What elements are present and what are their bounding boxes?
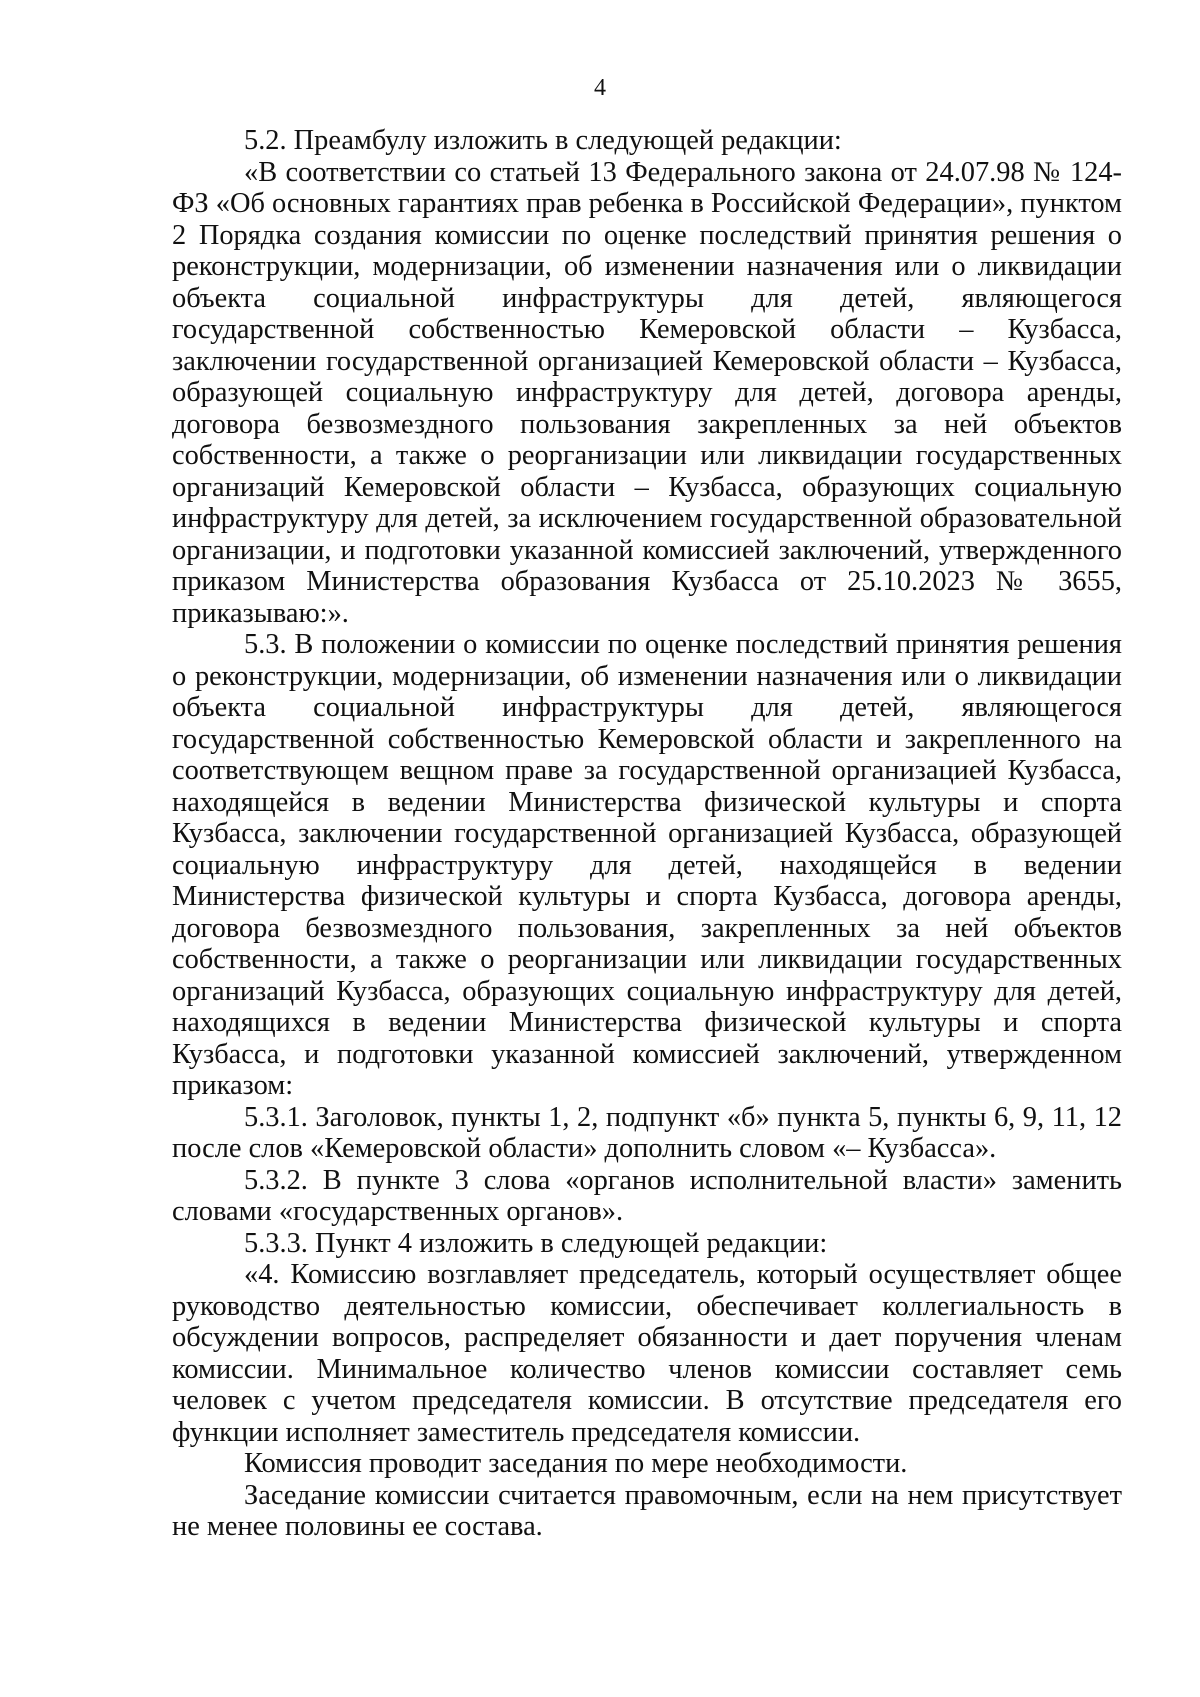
- document-body: [172, 125, 1122, 1543]
- paragraph-5-3: 5.3. В положении о комиссии по оценке последствий принятия решения о реконструкции, модернизации, об изменении назначения или о ликвидации объекта социальной инфраструктуры для детей, являющегося государственной собственностью Кемеровской области и закрепленного на соответствующем вещном праве за государственной организацией Кузбасса, находящейся в ведении Министерства физической культуры и спорта Кузбасса, заключении государственной организацией Кузбасса, образующей социальную инфраструктуру для детей, находящейся в ведении Министерства физической культуры и спорта Кузбасса, договора аренды, договора безвозмездного пользования, закрепленных за ней объектов собственности, а также о реорганизации или ликвидации государственных организаций Кузбасса, образующих социальную инфраструктуру для детей, находящихся в ведении Министерства физической культуры и спорта Кузбасса, и подготовки указанной комиссией заключений, утвержденном приказом:: [172, 629, 1122, 1101]
- paragraph-meetings: Комиссия проводит заседания по мере необходимости.: [244, 1448, 908, 1479]
- page-number: 4: [594, 75, 606, 101]
- paragraph-item-4: «4. Комиссию возглавляет председатель, который осуществляет общее руководство деятельностью комиссии, обеспечивает коллегиальность в обсуждении вопросов, распределяет обязанности и дает поручения членам комиссии. Минимальное количество членов комиссии составляет семь человек с учетом председателя комиссии. В отсутствие председателя его функции исполняет заместитель председателя комиссии.: [172, 1259, 1122, 1448]
- paragraph-5-3-3: 5.3.3. Пункт 4 изложить в следующей редакции:: [244, 1227, 828, 1259]
- paragraph-5-2: 5.2. Преамбулу изложить в следующей редакции:: [244, 125, 842, 156]
- paragraph-5-3-2: 5.3.2. В пункте 3 слова «органов исполнительной власти» заменить словами «государственных органов».: [172, 1164, 1122, 1227]
- paragraph-5-3-1: 5.3.1. Заголовок, пункты 1, 2, подпункт «б» пункта 5, пункты 6, 9, 11, 12 после слов «Кемеровской области» дополнить словом «– Кузбасса».: [172, 1101, 1122, 1164]
- paragraph-quorum: Заседание комиссии считается правомочным, если на нем присутствует не менее половины ее состава.: [172, 1479, 1122, 1542]
- paragraph-preamble-text: «В соответствии со статьей 13 Федерального закона от 24.07.98 № 124-ФЗ «Об основных гарантиях прав ребенка в Российской Федерации», пунктом 2 Порядка создания комиссии по оценке последствий принятия решения о реконструкции, модернизации, об изменении назначения или о ликвидации объекта социальной инфраструктуры для детей, являющегося государственной собственностью Кемеровской области – Кузбасса, заключении государственной организацией Кемеровской области – Кузбасса, образующей социальную инфраструктуру для детей, договора аренды, договора безвозмездного пользования закрепленных за ней объектов собственности, а также о реорганизации или ликвидации государственных организаций Кемеровской области – Кузбасса, образующих социальную инфраструктуру для детей, за исключением государственной образовательной организации, и подготовки указанной комиссией заключений, утвержденного приказом Министерства образования Кузбасса от 25.10.2023 № 3655, приказываю:».: [172, 156, 1122, 629]
